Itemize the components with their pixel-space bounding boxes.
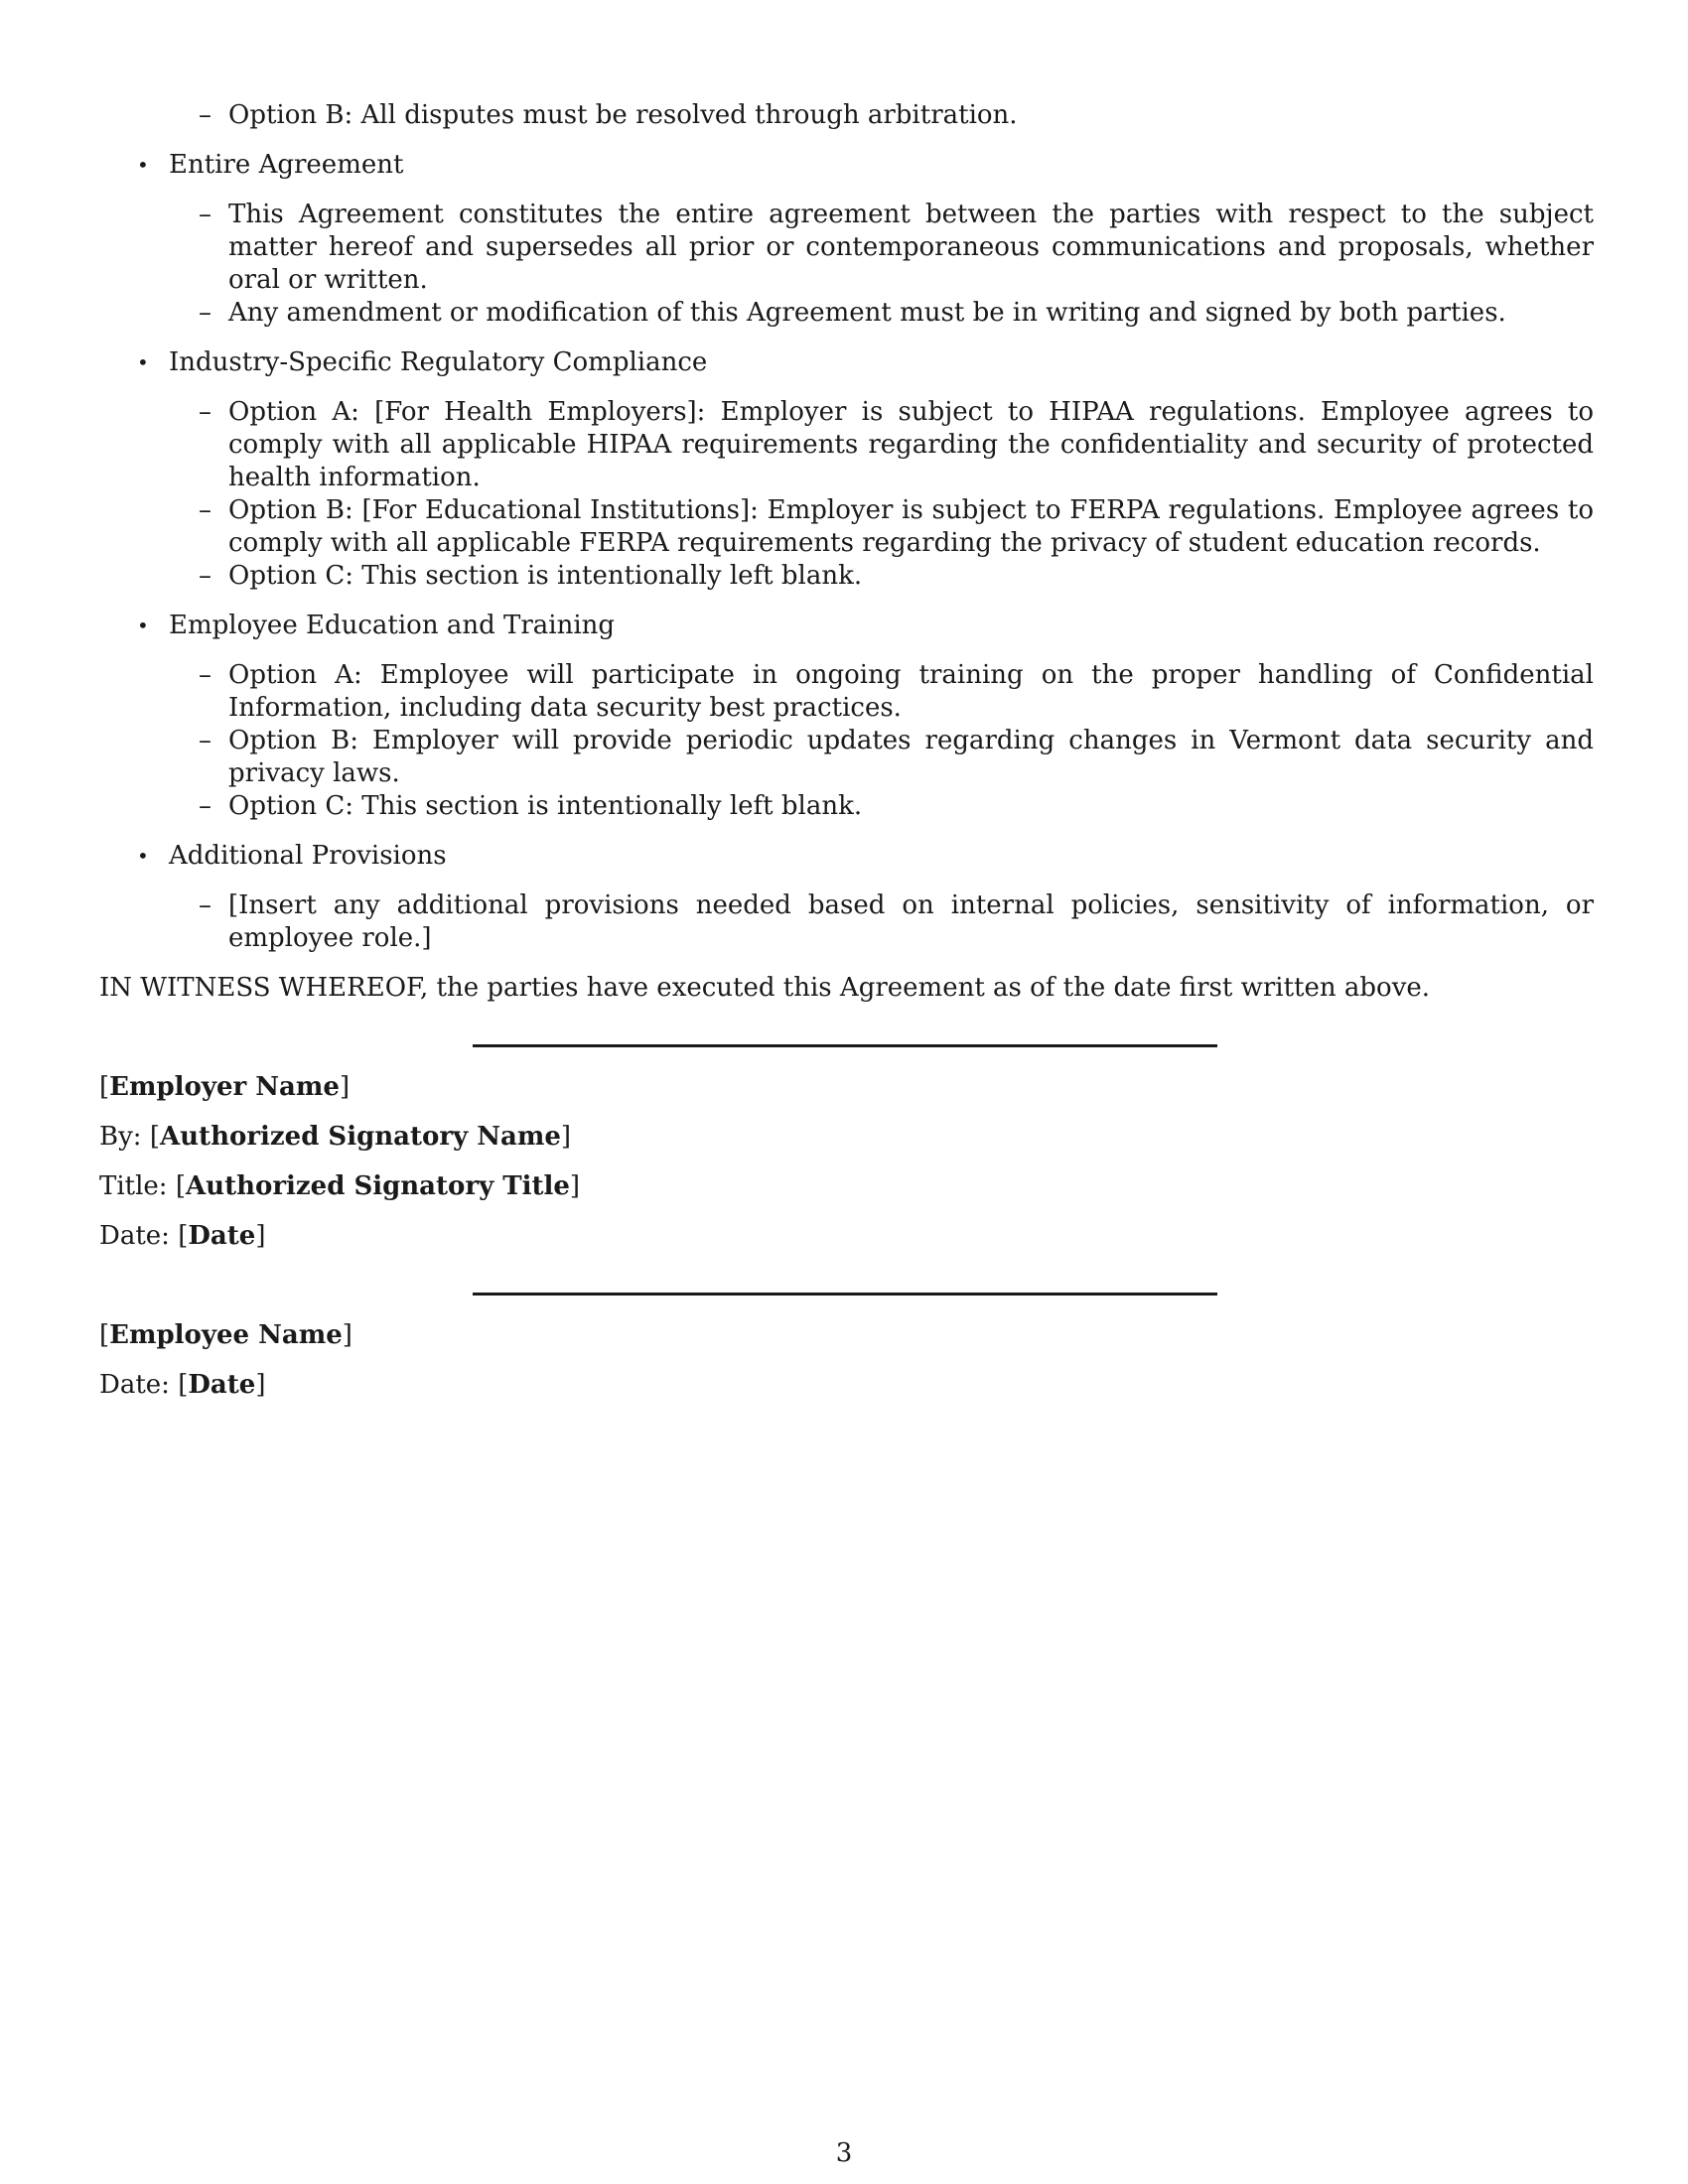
list-item [99, 99, 1594, 132]
section-heading [99, 610, 1594, 642]
list-item-text: [Insert any additional provisions needed based on internal policies, sensitivity of information, or employee role.] [228, 890, 1594, 953]
employee-signature-line [473, 1293, 1217, 1296]
section-entire-agreement [99, 149, 1594, 330]
employer-name-row [99, 1071, 1594, 1104]
authorized-signatory-name: Authorized Signatory Name [159, 1122, 561, 1152]
section-education-training [99, 610, 1594, 823]
witness-clause: IN WITNESS WHEREOF, the parties have executed this Agreement as of the date first written above. [99, 973, 1431, 1003]
list-item-text: Option A: [For Health Employers]: Employer is subject to HIPAA regulations. Employee agrees to comply with all applicable HIPAA requirements regarding the confidentiality and security of protected health information. [228, 397, 1594, 492]
section-heading-text: Entire Agreement [169, 150, 404, 180]
dash-marker: – [199, 561, 211, 591]
list-item [99, 889, 1594, 955]
list-item [99, 790, 1594, 823]
list-item-text: Option B: [For Educational Institutions]: Employer is subject to FERPA regulations. Employee agrees to comply with all applicable FERPA requirements regarding the privacy of student education records. [228, 495, 1594, 558]
date-label: Date: [99, 1370, 179, 1400]
bracket-close: ] [560, 1122, 572, 1152]
list-item [99, 199, 1594, 297]
title-label: Title: [99, 1171, 176, 1201]
bracket-open: [ [99, 1320, 110, 1350]
section-heading [99, 346, 1594, 379]
authorized-signatory-title: Authorized Signatory Title [186, 1171, 570, 1201]
bracket-open: [ [178, 1370, 189, 1400]
employer-signature-block [99, 1071, 1594, 1253]
section-items [99, 199, 1594, 330]
section-heading [99, 149, 1594, 182]
dash-marker: – [199, 100, 211, 130]
section-heading [99, 840, 1594, 873]
dash-marker: – [199, 660, 211, 690]
bullet-marker: • [137, 350, 149, 374]
section-items [99, 659, 1594, 823]
bracket-close: ] [342, 1320, 352, 1350]
bracket-open: [ [178, 1221, 189, 1251]
bracket-close: ] [255, 1221, 266, 1251]
employee-date: Date [188, 1370, 256, 1400]
employer-date: Date [188, 1221, 256, 1251]
bullet-marker: • [137, 844, 149, 868]
employer-signature-line [473, 1044, 1217, 1047]
list-item-text: This Agreement constitutes the entire agreement between the parties with respect to the subject matter hereof and supersedes all prior or contemporaneous communications and proposals, whether oral or written. [228, 200, 1594, 295]
bullet-marker: • [137, 614, 149, 637]
list-item-text: Option B: Employer will provide periodic updates regarding changes in Vermont data security and privacy laws. [228, 726, 1594, 788]
list-item [99, 396, 1594, 494]
continued-list [99, 99, 1594, 132]
bracket-close: ] [255, 1370, 266, 1400]
section-items [99, 396, 1594, 593]
bracket-close: ] [569, 1171, 581, 1201]
list-item [99, 494, 1594, 560]
list-item-text: Any amendment or modification of this Agreement must be in writing and signed by both parties. [228, 298, 1506, 328]
dash-marker: – [199, 791, 211, 821]
bracket-close: ] [339, 1072, 351, 1102]
section-regulatory-compliance [99, 346, 1594, 593]
list-item [99, 560, 1594, 593]
employer-by-row [99, 1121, 1594, 1154]
employer-date-row [99, 1220, 1594, 1253]
list-item-text: Option C: This section is intentionally left blank. [228, 791, 863, 821]
bracket-open: [ [175, 1171, 186, 1201]
dash-marker: – [199, 200, 211, 229]
list-item [99, 725, 1594, 790]
dash-marker: – [199, 298, 211, 328]
employer-name: Employer Name [109, 1072, 340, 1102]
dash-marker: – [199, 397, 211, 427]
section-heading-text: Additional Provisions [169, 841, 447, 871]
section-heading-text: Employee Education and Training [169, 611, 616, 640]
list-item [99, 297, 1594, 330]
bullet-marker: • [137, 153, 149, 177]
list-item-text: Option B: All disputes must be resolved through arbitration. [228, 100, 1018, 130]
list-item-text: Option C: This section is intentionally left blank. [228, 561, 863, 591]
section-heading-text: Industry-Specific Regulatory Compliance [169, 347, 708, 377]
dash-marker: – [199, 726, 211, 755]
employee-signature-block [99, 1319, 1594, 1402]
list-item [99, 659, 1594, 725]
employee-date-row [99, 1369, 1594, 1402]
employee-name: Employee Name [109, 1320, 343, 1350]
list-item-text: Option A: Employee will participate in ongoing training on the proper handling of Confidential Information, including data security best practices. [228, 660, 1594, 723]
page-number: 3 [835, 2138, 853, 2168]
document-body [99, 99, 1594, 1419]
employer-title-row [99, 1170, 1594, 1203]
section-additional-provisions [99, 840, 1594, 955]
bracket-open: [ [99, 1072, 110, 1102]
employee-name-row [99, 1319, 1594, 1352]
by-label: By: [99, 1122, 150, 1152]
section-items [99, 889, 1594, 955]
dash-marker: – [199, 890, 211, 920]
dash-marker: – [199, 495, 211, 525]
date-label: Date: [99, 1221, 179, 1251]
bracket-open: [ [149, 1122, 160, 1152]
